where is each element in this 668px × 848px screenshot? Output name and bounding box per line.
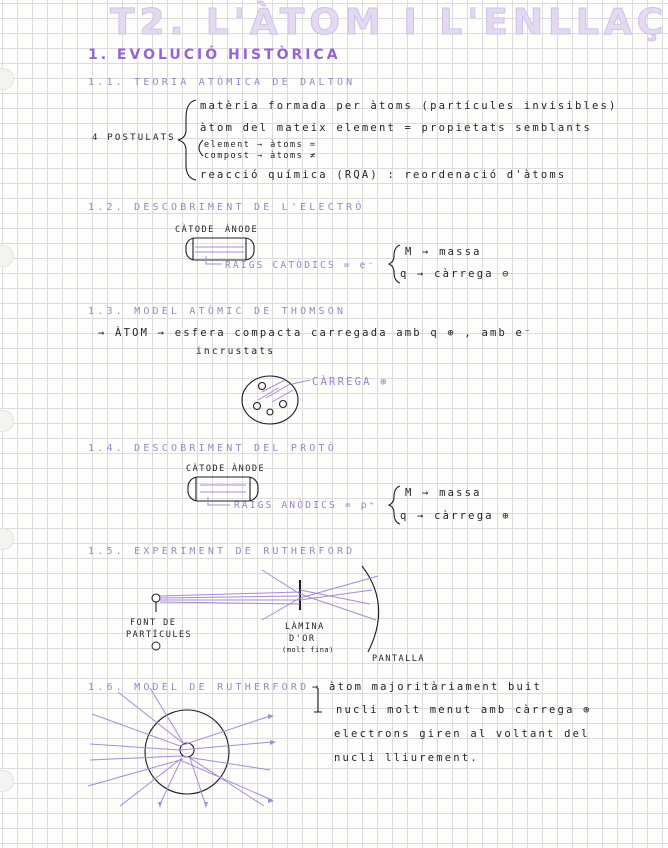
pantalla-label: PANTALLA (372, 654, 425, 664)
rutherford-line-4: nucli lliurement. (334, 752, 479, 764)
electro-rays: RAIGS CATÒDICS = e⁻ (225, 260, 376, 271)
postulats-brace (178, 100, 196, 180)
electro-heading: 1.2. DESCOBRIMENT DE L'ELECTRÓ (88, 202, 365, 213)
proto-prop-charge: q → càrrega ⊕ (400, 510, 511, 522)
postulats-label: 4 POSTULATS (92, 133, 176, 143)
lamina-label: LÀMINA (285, 622, 325, 632)
rutherford-line-1: → àtom majoritàriament buit (312, 681, 543, 693)
proto-catode: CÀTODE (186, 464, 226, 474)
font-label-2: PARTÍCULES (126, 630, 193, 640)
model-bracket (314, 688, 322, 712)
thomson-heading: 1.3. MODEL ATÒMIC DE THOMSON (88, 306, 347, 317)
font-label: FONT DE (130, 618, 177, 628)
sub-brace (199, 140, 203, 156)
page-title: T2. L'ÀTOM I L'ENLLAÇ (110, 2, 668, 43)
section-heading: 1. EVOLUCIÓ HISTÒRICA (88, 47, 341, 63)
thomson-atom (242, 376, 298, 424)
thomson-label: CÀRREGA ⊕ (312, 376, 389, 388)
dalton-heading: 1.1. TEORIA ATÒMICA DE DALTON (88, 77, 356, 88)
alpha-trajectories (88, 688, 272, 806)
electro-catode: CÀTODE (175, 225, 215, 235)
dalton-item-3: element → àtoms = (204, 140, 317, 150)
proto-anode: ÀNODE (232, 464, 266, 474)
lamina-label-3: (molt fina) (282, 646, 334, 654)
props-brace (389, 245, 400, 283)
dalton-item-5: reacció química (RQA) : reordenació d'àtoms (200, 169, 567, 181)
rutherford-model-heading: 1.6. MODEL DE RUTHERFORD (88, 682, 310, 693)
dalton-item-4: compost → àtoms ≠ (204, 151, 317, 161)
proto-heading: 1.4. DESCOBRIMENT DEL PROTÓ (88, 443, 337, 454)
rutherford-line-2: nucli molt menut amb càrrega ⊕ (336, 704, 592, 716)
anode-tube (188, 477, 258, 501)
thomson-line: → ÀTOM → esfera compacta carregada amb q ⊕ , amb e⁻ (98, 327, 533, 339)
rutherford-exp-heading: 1.5. EXPERIMENT DE RUTHERFORD (88, 546, 356, 557)
electro-anode: ÀNODE (225, 225, 259, 235)
particle-beam (160, 592, 300, 604)
proto-prop-mass: M → massa (405, 487, 482, 499)
screen (362, 566, 379, 652)
dalton-item-1: matèria formada per àtoms (partícules invisibles) (200, 100, 618, 112)
rutherford-line-3: electrons giren al voltant del (334, 728, 590, 740)
props-brace-2 (389, 486, 400, 524)
cathode-tube (186, 238, 254, 260)
particle-source (152, 594, 160, 602)
thomson-line2: incrustats (196, 346, 276, 357)
proto-rays: RAIGS ANÒDICS = p⁺ (234, 500, 377, 511)
lamina-label-2: D'OR (289, 634, 316, 644)
electro-prop-mass: M → massa (405, 246, 482, 258)
dalton-item-2: àtom del mateix element = propietats semblants (200, 122, 592, 134)
electro-prop-charge: q → càrrega ⊖ (400, 268, 511, 280)
